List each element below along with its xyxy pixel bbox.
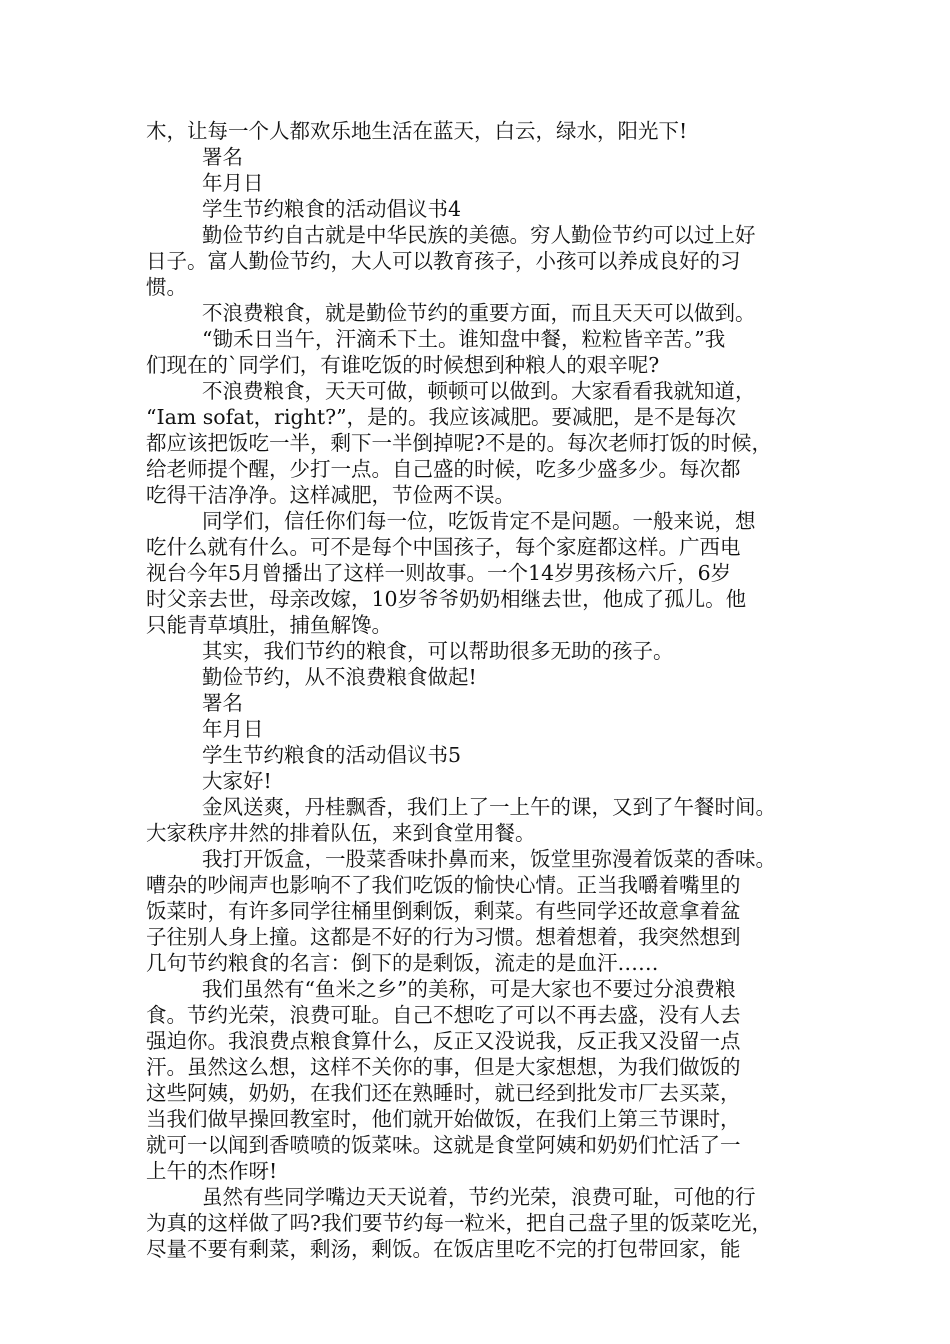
text-line: 大家秩序井然的排着队伍，来到食堂用餐。: [146, 821, 536, 845]
text-line: 勤俭节约自古就是中华民族的美德。穷人勤俭节约可以过上好: [202, 223, 756, 247]
text-line: 虽然有些同学嘴边天天说着，节约光荣，浪费可耻，可他的行: [202, 1185, 756, 1209]
text-line: 学生节约粮食的活动倡议书5: [202, 743, 462, 767]
text-line: 都应该把饭吃一半，剩下一半倒掉呢?不是的。每次老师打饭的时候，: [146, 431, 772, 455]
text-line: 为真的这样做了吗?我们要节约每一粒米，把自己盘子里的饭菜吃光，: [146, 1211, 772, 1235]
text-line: 学生节约粮食的活动倡议书4: [202, 197, 462, 221]
text-line: 吃什么就有什么。可不是每个中国孩子，每个家庭都这样。广西电: [146, 535, 741, 559]
text-line: 尽量不要有剩菜，剩汤，剩饭。在饭店里吃不完的打包带回家，能: [146, 1237, 741, 1261]
text-line: “锄禾日当午，汗滴禾下土。谁知盘中餐，粒粒皆辛苦。”我: [202, 327, 726, 351]
text-line: 惯。: [146, 275, 187, 299]
text-line: 勤俭节约，从不浪费粮食做起!: [202, 665, 477, 689]
text-line: 饭菜时，有许多同学往桶里倒剩饭，剩菜。有些同学还故意拿着盆: [146, 899, 741, 923]
document-page: [146, 118, 806, 1262]
text-line: 们现在的`同学们，有谁吃饭的时候想到种粮人的艰辛呢?: [146, 353, 660, 377]
text-line: 大家好!: [202, 769, 272, 793]
text-line: “Iam sofat，right?”，是的。我应该减肥。要减肥，是不是每次: [146, 405, 737, 429]
text-line: 汗。虽然这么想，这样不关你的事，但是大家想想，为我们做饭的: [146, 1055, 741, 1079]
text-line: 年月日: [202, 717, 264, 741]
text-line: 日子。富人勤俭节约，大人可以教育孩子，小孩可以养成良好的习: [146, 249, 741, 273]
text-line: 强迫你。我浪费点粮食算什么，反正又没说我，反正我又没留一点: [146, 1029, 741, 1053]
text-line: 我打开饭盒，一股菜香味扑鼻而来，饭堂里弥漫着饭菜的香味。: [202, 847, 776, 871]
text-line: 署名: [202, 145, 243, 169]
text-line: 食。节约光荣，浪费可耻。自己不想吃了可以不再去盛，没有人去: [146, 1003, 741, 1027]
text-line: 子往别人身上撞。这都是不好的行为习惯。想着想着，我突然想到: [146, 925, 741, 949]
text-line: 不浪费粮食，就是勤俭节约的重要方面，而且天天可以做到。: [202, 301, 756, 325]
text-line: 署名: [202, 691, 243, 715]
text-line: 就可一以闻到香喷喷的饭菜味。这就是食堂阿姨和奶奶们忙活了一: [146, 1133, 741, 1157]
text-line: 这些阿姨，奶奶，在我们还在熟睡时，就已经到批发市厂去买菜，: [146, 1081, 741, 1105]
text-line: 上午的杰作呀!: [146, 1159, 278, 1183]
text-line: 时父亲去世，母亲改嫁，10岁爷爷奶奶相继去世，他成了孤儿。他: [146, 587, 747, 611]
text-line: 只能青草填肚，捕鱼解馋。: [146, 613, 392, 637]
text-line: 给老师提个醒，少打一点。自己盛的时候，吃多少盛多少。每次都: [146, 457, 741, 481]
text-line: 不浪费粮食，天天可做，顿顿可以做到。大家看看我就知道，: [202, 379, 756, 403]
text-line: 嘈杂的吵闹声也影响不了我们吃饭的愉快心情。正当我嚼着嘴里的: [146, 873, 741, 897]
text-line: 当我们做早操回教室时，他们就开始做饭，在我们上第三节课时，: [146, 1107, 741, 1131]
text-line: 其实，我们节约的粮食，可以帮助很多无助的孩子。: [202, 639, 674, 663]
text-line: 同学们，信任你们每一位，吃饭肯定不是问题。一般来说，想: [202, 509, 756, 533]
text-line: 年月日: [202, 171, 264, 195]
text-line: 吃得干洁净净。这样减肥，节俭两不误。: [146, 483, 515, 507]
text-line: 视台今年5月曾播出了这样一则故事。一个14岁男孩杨六斤，6岁: [146, 561, 732, 585]
text-line: 几句节约粮食的名言：倒下的是剩饭，流走的是血汗……: [146, 951, 659, 975]
text-line: 金风送爽，丹桂飘香，我们上了一上午的课，又到了午餐时间。: [202, 795, 776, 819]
text-line: 木，让每一个人都欢乐地生活在蓝天，白云，绿水，阳光下!: [146, 119, 688, 143]
text-line: 我们虽然有“鱼米之乡”的美称，可是大家也不要过分浪费粮: [202, 977, 736, 1001]
